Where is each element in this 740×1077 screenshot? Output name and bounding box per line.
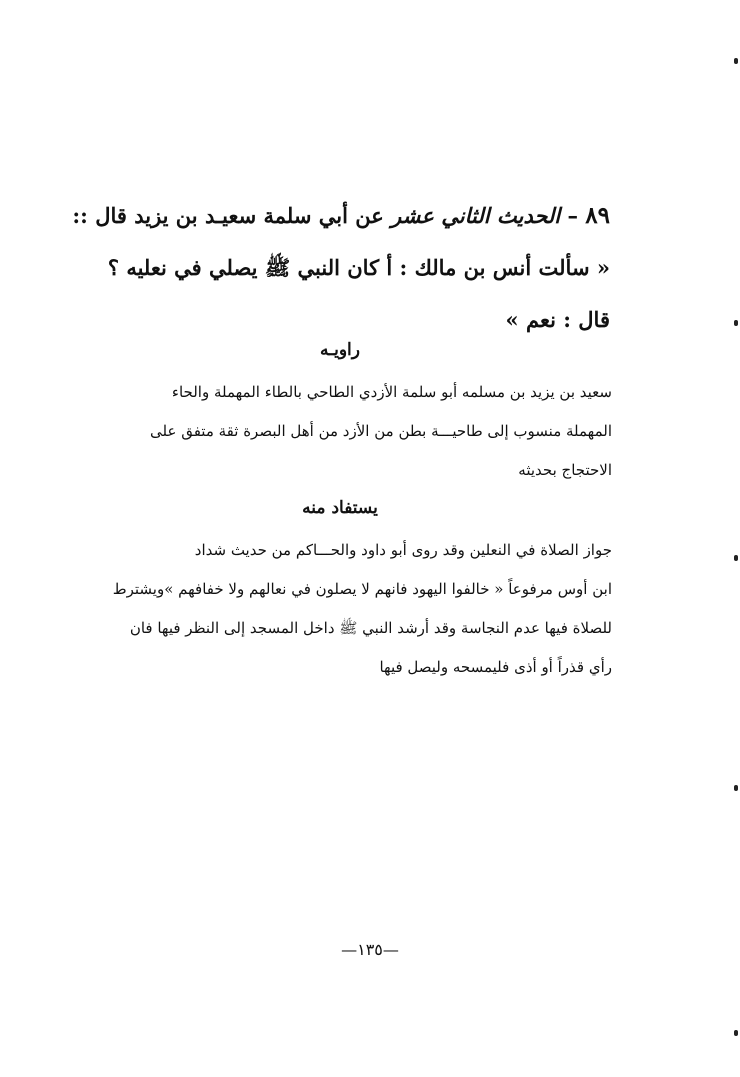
hadith-isnad: عن أبي سلمة سعيـد بن يزيد قال :: [72,203,384,228]
hadith-text [70,190,610,346]
scan-mark [734,785,738,791]
narrator-line: الاحتجاج بحديثه [518,461,612,479]
page-number: —١٣٥— [341,940,399,959]
narrator-line: المهملة منسوب إلى طاحيـــة بطن من الأزد من أهل البصرة ثقة متفق على [150,422,612,440]
benefit-line: ابن أوس مرفوعاً « خالفوا اليهود فانهم لا يصلون في نعالهم ولا خفافهم »ويشترط [112,580,612,598]
narrator-heading: راويـه [320,340,360,360]
benefit-line: جواز الصلاة في النعلين وقد روى أبو داود والحـــاكم من حديث شداد [194,541,612,559]
scan-mark [734,58,738,64]
hadith-number: ٨٩ [585,202,610,229]
hadith-line-3: قال : نعم » [505,307,610,332]
hadith-title: الحديث الثاني عشر [391,203,561,228]
benefit-heading: يستفاد منه [302,498,378,518]
hadith-line-2: « سألت أنس بن مالك : أ كان النبي ﷺ يصلي في نعليه ؟ [107,255,610,280]
narrator-paragraph [90,373,612,490]
hadith-line-1 [70,190,610,242]
scan-mark [734,320,738,326]
benefit-paragraph [90,531,612,687]
hadith-dash: – [567,203,578,228]
narrator-line: سعيد بن يزيد بن مسلمه أبو سلمة الأزدي الطاحي بالطاء المهملة والحاء [171,383,612,401]
benefit-line: للصلاة فيها عدم النجاسة وقد أرشد النبي ﷺ داخل المسجد إلى النظر فيها فان [129,619,612,637]
benefit-line: رأي قذراً أو أذى فليمسحه وليصل فيها [379,658,612,676]
scan-mark [734,555,738,561]
scan-mark [734,1030,738,1036]
